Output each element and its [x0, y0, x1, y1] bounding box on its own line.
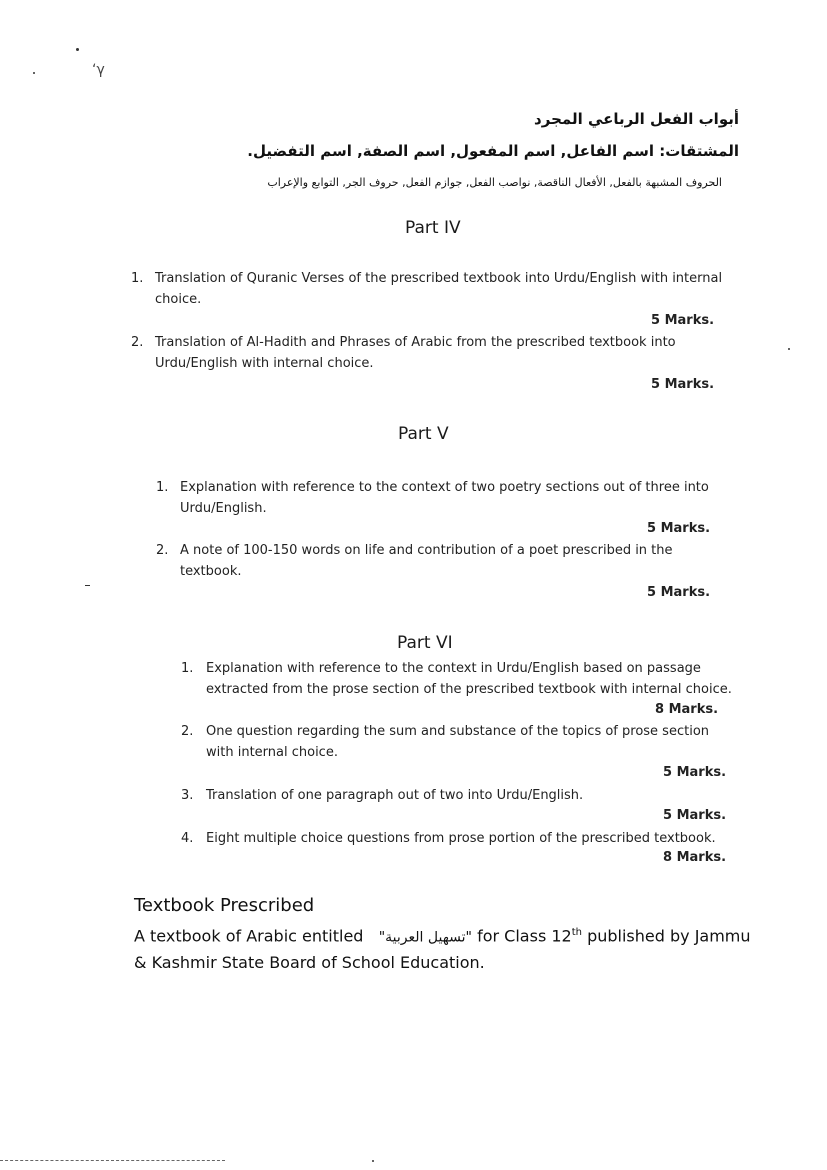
item-text: Translation of Al-Hadith and Phrases of Arabic from the prescribed textbook into [155, 335, 676, 350]
list-item [156, 540, 736, 584]
arabic-line-2: المشتقات: اسم الفاعل, اسم المفعول, اسم الصفة, اسم التفضيل. [247, 142, 739, 160]
item-marks: 5 Marks. [663, 808, 727, 823]
part-v-heading: Part V [398, 424, 449, 444]
textbook-heading: Textbook Prescribed [134, 895, 315, 916]
textbook-superscript: th [571, 927, 582, 938]
item-marks: 5 Marks. [651, 313, 715, 328]
list-item [131, 268, 741, 312]
item-marks: 8 Marks. [663, 850, 727, 865]
item-marks: 5 Marks. [663, 765, 727, 780]
textbook-text: published by Jammu [587, 926, 751, 946]
item-text: Translation of Quranic Verses of the prescribed textbook into Urdu/English with internal [155, 271, 723, 286]
item-number: 2. [156, 543, 169, 558]
textbook-text: for Class 12 [477, 926, 572, 946]
item-text: Urdu/English. [180, 501, 267, 516]
item-text: A note of 100-150 words on life and contribution of a poet prescribed in the [180, 543, 673, 558]
list-item [181, 658, 751, 702]
item-text: Explanation with reference to the context in Urdu/English based on passage [206, 661, 701, 676]
item-text: with internal choice. [206, 745, 338, 760]
item-marks: 8 Marks. [655, 702, 719, 717]
list-item [181, 828, 751, 850]
item-text: Eight multiple choice questions from prose portion of the prescribed textbook. [206, 831, 716, 846]
item-number: 1. [131, 271, 144, 286]
item-number: 3. [181, 788, 194, 803]
item-text: choice. [155, 292, 202, 307]
textbook-text: & Kashmir State Board of School Education. [134, 953, 485, 973]
scan-speck [76, 48, 79, 51]
list-item [131, 332, 741, 376]
item-number: 1. [156, 480, 169, 495]
scan-mark: ‘γ [92, 62, 105, 78]
scan-speck [85, 585, 90, 586]
list-item [181, 785, 751, 807]
item-marks: 5 Marks. [651, 377, 715, 392]
list-item [181, 721, 751, 765]
item-marks: 5 Marks. [647, 521, 711, 536]
item-text: Explanation with reference to the context of two poetry sections out of three into [180, 480, 709, 495]
textbook-text: A textbook of Arabic entitled [134, 926, 364, 946]
textbook-description [134, 920, 754, 975]
item-number: 2. [131, 335, 144, 350]
arabic-line-3: الحروف المشبهة بالفعل, الأفعال الناقصة, نواصب الفعل, جوازم الفعل, حروف الجر, التوابع والإعراب [267, 176, 722, 189]
item-text: textbook. [180, 564, 242, 579]
item-text: Urdu/English with internal choice. [155, 356, 374, 371]
scan-speck [788, 348, 790, 350]
list-item [156, 477, 736, 521]
item-marks: 5 Marks. [647, 585, 711, 600]
arabic-line-1: أبواب الفعل الرباعي المجرد [534, 110, 739, 128]
item-text: Translation of one paragraph out of two into Urdu/English. [206, 788, 584, 803]
part-vi-heading: Part VI [397, 633, 453, 653]
footer-rule [0, 1160, 225, 1161]
item-text: extracted from the prose section of the prescribed textbook with internal choice. [206, 682, 732, 697]
scan-speck [372, 1160, 374, 1162]
textbook-title-arabic: "تسهيل العربية" [378, 929, 472, 946]
scan-speck [33, 72, 35, 74]
item-number: 2. [181, 724, 194, 739]
item-number: 4. [181, 831, 194, 846]
part-iv-heading: Part IV [405, 218, 461, 238]
item-number: 1. [181, 661, 194, 676]
item-text: One question regarding the sum and substance of the topics of prose section [206, 724, 710, 739]
